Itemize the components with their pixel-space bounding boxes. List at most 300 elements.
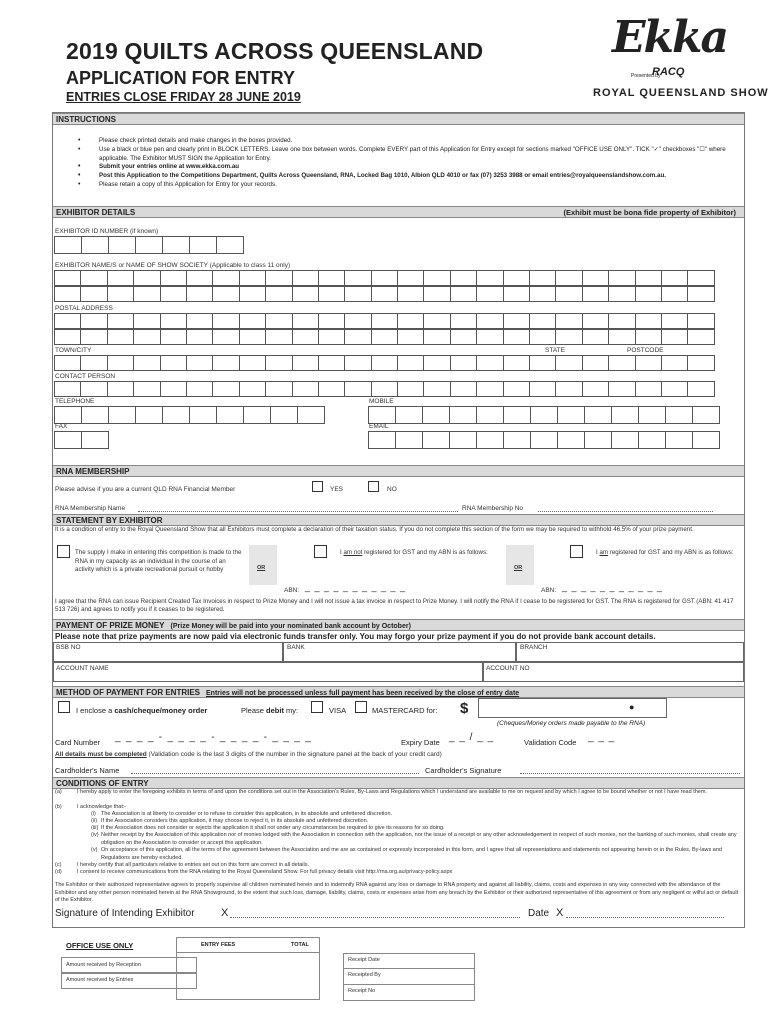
enclose-payment-label: I enclose a cash/cheque/money order xyxy=(76,706,208,715)
not-registered-checkbox[interactable] xyxy=(314,545,327,558)
digit-box[interactable] xyxy=(476,406,504,424)
letter-box[interactable] xyxy=(503,270,530,286)
letter-box[interactable] xyxy=(265,313,292,329)
mastercard-checkbox[interactable] xyxy=(355,701,367,713)
letter-box[interactable] xyxy=(318,329,345,345)
letter-box[interactable] xyxy=(292,381,319,397)
letter-box[interactable] xyxy=(555,329,582,345)
letter-box[interactable] xyxy=(397,313,424,329)
postal-address-field-2[interactable] xyxy=(54,329,739,345)
letter-box[interactable] xyxy=(212,286,239,302)
account-number-label: ACCOUNT NO xyxy=(486,665,530,672)
condition-sub-text: If the Association does not consider or rejects the application it shall not under any circumstances be required to give its reasons for so doing. xyxy=(101,825,445,831)
letter-box[interactable] xyxy=(133,270,160,286)
letter-box[interactable] xyxy=(186,329,213,345)
member-yes-checkbox[interactable] xyxy=(312,481,323,492)
letter-box[interactable] xyxy=(318,286,345,302)
letter-box[interactable] xyxy=(318,270,345,286)
letter-box[interactable] xyxy=(635,381,662,397)
not-registered-statement: I am not registered for GST and my ABN is as follows: xyxy=(340,549,488,556)
letter-box[interactable] xyxy=(160,355,187,371)
letter-box[interactable] xyxy=(265,270,292,286)
letter-box[interactable] xyxy=(449,431,477,449)
expiry-label: Expiry Date xyxy=(401,738,440,747)
letter-box[interactable] xyxy=(395,431,423,449)
card-number-field[interactable]: _ _ _ _ - _ _ _ _ - _ _ _ _ - _ _ _ _ xyxy=(115,732,313,743)
digit-box[interactable] xyxy=(162,406,190,424)
digit-box[interactable] xyxy=(557,406,585,424)
date-field[interactable] xyxy=(566,917,724,918)
letter-box[interactable] xyxy=(687,381,714,397)
letter-box[interactable] xyxy=(476,313,503,329)
letter-box[interactable] xyxy=(582,355,609,371)
cardholder-name-label: Cardholder's Name xyxy=(55,766,120,775)
letter-box[interactable] xyxy=(160,329,187,345)
cardholder-name-field[interactable] xyxy=(131,773,419,774)
letter-box[interactable] xyxy=(608,313,635,329)
letter-box[interactable] xyxy=(80,270,107,286)
letter-box[interactable] xyxy=(503,355,530,371)
letter-box[interactable] xyxy=(529,270,556,286)
letter-box[interactable] xyxy=(344,329,371,345)
letter-box[interactable] xyxy=(397,286,424,302)
entry-fees-label: ENTRY FEES xyxy=(201,942,236,948)
letter-box[interactable] xyxy=(423,381,450,397)
letter-box[interactable] xyxy=(397,381,424,397)
letter-box[interactable] xyxy=(450,270,477,286)
letter-box[interactable] xyxy=(160,286,187,302)
letter-box[interactable] xyxy=(529,313,556,329)
or-label-2: OR xyxy=(514,565,523,571)
letter-box[interactable] xyxy=(265,286,292,302)
cardholder-signature-label: Cardholder's Signature xyxy=(425,766,502,775)
email-field[interactable] xyxy=(368,431,719,449)
receipt-date-label: Receipt Date xyxy=(348,957,380,963)
digit-box[interactable] xyxy=(503,406,531,424)
letter-box[interactable] xyxy=(133,313,160,329)
statement-heading: STATEMENT BY EXHIBITOR xyxy=(53,514,744,526)
letter-box[interactable] xyxy=(107,381,134,397)
letter-box[interactable] xyxy=(133,355,160,371)
membership-name-label: RNA Membership Name xyxy=(55,505,126,512)
letter-box[interactable] xyxy=(344,313,371,329)
letter-box[interactable] xyxy=(661,355,688,371)
letter-box[interactable] xyxy=(186,313,213,329)
digit-box[interactable] xyxy=(81,406,109,424)
letter-box[interactable] xyxy=(292,329,319,345)
email-label: EMAIL xyxy=(369,423,389,430)
prize-heading: PAYMENT OF PRIZE MONEY (Prize Money will be paid into your nominated bank account by October) xyxy=(53,619,744,631)
letter-box[interactable] xyxy=(450,329,477,345)
logo-tagline: ROYAL QUEENSLAND SHOW xyxy=(593,87,769,99)
condition-sub-number: (iii) xyxy=(91,825,99,831)
letter-box[interactable] xyxy=(344,286,371,302)
cheque-note: (Cheques/Money orders made payable to the RNA) xyxy=(497,720,646,727)
payment-heading-note: Entries will not be processed unless full payment has been received by the close of entry date xyxy=(206,690,520,697)
membership-heading: RNA MEMBERSHIP xyxy=(53,465,744,477)
letter-box[interactable] xyxy=(212,329,239,345)
bsb-label: BSB NO xyxy=(56,644,81,651)
membership-number-field[interactable] xyxy=(538,511,713,512)
letter-box[interactable] xyxy=(160,313,187,329)
letter-box[interactable] xyxy=(368,431,396,449)
signature-label: Signature of Intending Exhibitor xyxy=(55,908,195,919)
letter-box[interactable] xyxy=(608,329,635,345)
letter-box[interactable] xyxy=(529,381,556,397)
letter-box[interactable] xyxy=(450,313,477,329)
letter-box[interactable] xyxy=(692,431,720,449)
contact-person-field[interactable] xyxy=(54,381,739,397)
letter-box[interactable] xyxy=(635,329,662,345)
validation-field[interactable]: _ _ _ xyxy=(588,732,616,743)
digit-box[interactable] xyxy=(108,406,136,424)
letter-box[interactable] xyxy=(638,431,666,449)
letter-box[interactable] xyxy=(555,355,582,371)
exhibitor-id-field[interactable] xyxy=(54,236,243,254)
letter-box[interactable] xyxy=(80,329,107,345)
letter-box[interactable] xyxy=(239,270,266,286)
digit-box[interactable] xyxy=(81,431,109,449)
letter-box[interactable] xyxy=(584,431,612,449)
letter-box[interactable] xyxy=(635,313,662,329)
letter-box[interactable] xyxy=(265,381,292,397)
registered-checkbox[interactable] xyxy=(570,545,583,558)
letter-box[interactable] xyxy=(503,329,530,345)
page-subtitle: APPLICATION FOR ENTRY xyxy=(66,68,295,88)
letter-box[interactable] xyxy=(661,329,688,345)
letter-box[interactable] xyxy=(54,313,81,329)
letter-box[interactable] xyxy=(80,381,107,397)
letter-box[interactable] xyxy=(608,381,635,397)
letter-box[interactable] xyxy=(529,286,556,302)
letter-box[interactable] xyxy=(107,270,134,286)
letter-box[interactable] xyxy=(687,313,714,329)
letter-box[interactable] xyxy=(476,329,503,345)
letter-box[interactable] xyxy=(344,381,371,397)
letter-box[interactable] xyxy=(371,329,398,345)
letter-box[interactable] xyxy=(133,329,160,345)
letter-box[interactable] xyxy=(107,313,134,329)
payment-amount-field[interactable] xyxy=(478,698,667,718)
abn-field-1[interactable]: _ _ _ _ _ _ _ _ _ _ _ xyxy=(305,582,407,592)
letter-box[interactable] xyxy=(503,381,530,397)
telephone-field[interactable] xyxy=(54,406,324,424)
letter-box[interactable] xyxy=(635,355,662,371)
letter-box[interactable] xyxy=(212,381,239,397)
letter-box[interactable] xyxy=(423,270,450,286)
letter-box[interactable] xyxy=(212,270,239,286)
account-name-label: ACCOUNT NAME xyxy=(56,665,109,672)
letter-box[interactable] xyxy=(80,313,107,329)
letter-box[interactable] xyxy=(80,286,107,302)
letter-box[interactable] xyxy=(450,286,477,302)
statement-footer: I agree that the RNA can issue Recipient Created Tax Invoices in respect to Prize Money and I will not issue a tax invoice in respect to Prize Money. I will notify the RNA if I cease to be registered for GST. The RNA is registered for GST (ABN: 41 417 513 726) and agrees to notify you if it ceases to be registered. xyxy=(55,598,734,613)
membership-question: Please advise if you are a current QLD RNA Financial Member xyxy=(55,486,236,493)
letter-box[interactable] xyxy=(54,381,81,397)
letter-box[interactable] xyxy=(54,355,81,371)
letter-box[interactable] xyxy=(635,286,662,302)
hobby-checkbox[interactable] xyxy=(57,545,70,558)
letter-box[interactable] xyxy=(423,355,450,371)
postal-address-field-1[interactable] xyxy=(54,313,739,329)
signature-field[interactable] xyxy=(230,917,520,918)
letter-box[interactable] xyxy=(423,313,450,329)
registered-statement: I am registered for GST and my ABN is as follows: xyxy=(596,549,734,556)
entry-deadline: ENTRIES CLOSE FRIDAY 28 JUNE 2019 xyxy=(66,90,301,104)
digit-box[interactable] xyxy=(395,406,423,424)
letter-box[interactable] xyxy=(212,313,239,329)
exhibitor-note: (Exhibit must be bona fide property of Exhibitor) xyxy=(563,208,736,217)
telephone-label: TELEPHONE xyxy=(55,398,95,405)
letter-box[interactable] xyxy=(344,355,371,371)
letter-box[interactable] xyxy=(555,270,582,286)
condition-d-text: I consent to receive communications from the RNA relating to the Royal Queensland Show. For full privacy details visit http://rna.org.au/privacy-policy.aspx xyxy=(77,869,453,875)
exhibitor-name-label: EXHIBITOR NAME/S or NAME OF SHOW SOCIETY (Applicable to class 11 only) xyxy=(55,262,291,269)
letter-box[interactable] xyxy=(582,313,609,329)
letter-box[interactable] xyxy=(529,329,556,345)
membership-name-field[interactable] xyxy=(138,511,458,512)
letter-box[interactable] xyxy=(476,270,503,286)
bsb-field[interactable] xyxy=(53,642,283,662)
letter-box[interactable] xyxy=(423,286,450,302)
letter-box[interactable] xyxy=(476,355,503,371)
exhibitor-name-field-1[interactable] xyxy=(54,270,739,286)
digit-box[interactable] xyxy=(135,406,163,424)
letter-box[interactable] xyxy=(160,381,187,397)
mobile-field[interactable] xyxy=(368,406,719,424)
letter-box[interactable] xyxy=(608,355,635,371)
condition-a-text: I hereby apply to enter the foregoing exhibits in terms of and upon the conditions set out in the Association's Rules, By-Laws and Regulations which I understand are available to me on request and by which I agree to be bound whether or not I have read them. xyxy=(77,789,707,795)
account-name-field[interactable] xyxy=(53,662,483,682)
letter-box[interactable] xyxy=(422,431,450,449)
instructions-list xyxy=(78,137,738,190)
letter-box[interactable] xyxy=(450,381,477,397)
letter-box[interactable] xyxy=(503,431,531,449)
member-no-label: NO xyxy=(387,486,397,493)
digit-box[interactable] xyxy=(368,406,396,424)
digit-box[interactable] xyxy=(638,406,666,424)
letter-box[interactable] xyxy=(423,329,450,345)
letter-box[interactable] xyxy=(265,329,292,345)
letter-box[interactable] xyxy=(107,329,134,345)
bank-field[interactable] xyxy=(283,642,516,662)
letter-box[interactable] xyxy=(54,270,81,286)
letter-box[interactable] xyxy=(687,270,714,286)
letter-box[interactable] xyxy=(318,313,345,329)
office-use-heading: OFFICE USE ONLY xyxy=(66,941,134,950)
digit-box[interactable] xyxy=(530,406,558,424)
letter-box[interactable] xyxy=(582,270,609,286)
letter-box[interactable] xyxy=(661,381,688,397)
indemnity-text: The Exhibitor or their authorized representative agrees to properly supervise all children nominated herein and to indemnify RNA against any loss or damage to RNA property and against all liability, claims, costs and expenses in any way connected with the attendance of the Exhibitor and any other person nominated herein at the RNA Showground, to the extent that such loss, damage, liability, claims, costs or expenses arise from any breach by the Exhibitor or their authorized representative of this agreement or from any negligent or wilful act or default of the Exhibitor. xyxy=(55,882,739,904)
condition-b-number: (b) xyxy=(55,804,62,810)
letter-box[interactable] xyxy=(557,431,585,449)
letter-box[interactable] xyxy=(582,381,609,397)
signature-x-mark: X xyxy=(221,907,229,919)
letter-box[interactable] xyxy=(661,286,688,302)
letter-box[interactable] xyxy=(292,313,319,329)
digit-box[interactable] xyxy=(665,406,693,424)
digit-box[interactable] xyxy=(611,406,639,424)
letter-box[interactable] xyxy=(611,431,639,449)
letter-box[interactable] xyxy=(318,355,345,371)
letter-box[interactable] xyxy=(133,381,160,397)
hobby-statement: The supply I make in entering this competition is made to the RNA in my capacity as an individual in the course of an activity which is a private recreational pursuit or hobby xyxy=(75,549,242,573)
logo-presented-by: Presented by xyxy=(631,73,661,79)
digit-box[interactable] xyxy=(297,406,325,424)
letter-box[interactable] xyxy=(371,381,398,397)
condition-d-number: (d) xyxy=(55,869,62,875)
letter-box[interactable] xyxy=(186,270,213,286)
exhibitor-name-field-2[interactable] xyxy=(54,286,739,302)
abn-label-2: ABN: xyxy=(541,587,557,594)
visa-checkbox[interactable] xyxy=(311,701,323,713)
letter-box[interactable] xyxy=(239,313,266,329)
receipt-number-label: Receipt No xyxy=(348,988,376,994)
condition-sub-number: (iv) xyxy=(91,832,99,838)
letter-box[interactable] xyxy=(292,270,319,286)
cardholder-signature-field[interactable] xyxy=(520,773,740,774)
conditions-heading: CONDITIONS OF ENTRY xyxy=(53,777,744,789)
letter-box[interactable] xyxy=(344,270,371,286)
digit-box[interactable] xyxy=(189,406,217,424)
member-no-checkbox[interactable] xyxy=(368,481,379,492)
condition-sub-text: Neither receipt by the Association of this application nor of monies lodged with the Association in connection with the application, nor the issue of a receipt or any other acknowledgement in respect of such monies, nor the banking of such monies, shall create any obligation on the Association to consider or accept this application. xyxy=(101,832,737,846)
letter-box[interactable] xyxy=(582,286,609,302)
letter-box[interactable] xyxy=(186,286,213,302)
letter-box[interactable] xyxy=(54,286,81,302)
letter-box[interactable] xyxy=(608,286,635,302)
abn-label-1: ABN: xyxy=(284,587,300,594)
mobile-label: MOBILE xyxy=(369,398,394,405)
letter-box[interactable] xyxy=(371,313,398,329)
letter-box[interactable] xyxy=(687,329,714,345)
letter-box[interactable] xyxy=(397,355,424,371)
branch-label: BRANCH xyxy=(520,644,548,651)
entries-amount-label: Amount received by Entries xyxy=(66,977,134,983)
condition-a-number: (a) xyxy=(55,789,62,795)
letter-box[interactable] xyxy=(371,270,398,286)
letter-box[interactable] xyxy=(239,329,266,345)
date-label: Date xyxy=(528,908,550,919)
letter-box[interactable] xyxy=(635,270,662,286)
letter-box[interactable] xyxy=(54,329,81,345)
letter-box[interactable] xyxy=(450,355,477,371)
letter-box[interactable] xyxy=(292,355,319,371)
letter-box[interactable] xyxy=(212,355,239,371)
letter-box[interactable] xyxy=(582,329,609,345)
digit-box[interactable] xyxy=(422,406,450,424)
digit-box[interactable] xyxy=(54,431,82,449)
letter-box[interactable] xyxy=(133,286,160,302)
letter-box[interactable] xyxy=(661,313,688,329)
statement-intro: It is a condition of entry to the Royal Queensland Show that all Exhibitors must complete a declaration of their taxation status. If you do not complete this section of the form we may be required to withhold 46.5% of your prize payment. xyxy=(55,526,694,533)
letter-box[interactable] xyxy=(239,355,266,371)
digit-box[interactable] xyxy=(584,406,612,424)
town-state-postcode-field[interactable] xyxy=(54,355,739,371)
digit-box[interactable] xyxy=(216,406,244,424)
enclose-payment-checkbox[interactable] xyxy=(58,701,70,713)
letter-box[interactable] xyxy=(397,329,424,345)
receipted-by-label: Receipted By xyxy=(348,972,381,978)
letter-box[interactable] xyxy=(687,286,714,302)
instruction-item: • Use a black or blue pen and clearly print in BLOCK LETTERS. Leave one box between words. Complete EVERY part of this Application for Entry except for sections marked "OFFICE USE ONLY". TICK "✓" checkboxes "☐" where applicable. The Exhibitor MUST SIGN the Application for Entry. xyxy=(78,146,738,164)
or-label-1: OR xyxy=(257,565,266,571)
fax-field[interactable] xyxy=(54,431,108,449)
contact-person-label: CONTACT PERSON xyxy=(55,373,116,380)
ekka-logo: Ekka xyxy=(612,12,728,63)
expiry-field[interactable]: _ _ / _ _ xyxy=(449,732,495,743)
letter-box[interactable] xyxy=(318,381,345,397)
digit-box[interactable] xyxy=(54,406,82,424)
letter-box[interactable] xyxy=(186,355,213,371)
digit-box[interactable] xyxy=(692,406,720,424)
branch-field[interactable] xyxy=(516,642,744,662)
instruction-item: • Please check printed details and make changes in the boxes provided. xyxy=(78,137,738,146)
letter-box[interactable] xyxy=(265,355,292,371)
letter-box[interactable] xyxy=(476,286,503,302)
prize-heading-note: (Prize Money will be paid into your nominated bank account by October) xyxy=(170,623,411,630)
membership-number-label: RNA Membership No xyxy=(462,505,524,512)
letter-box[interactable] xyxy=(608,270,635,286)
letter-box[interactable] xyxy=(529,355,556,371)
letter-box[interactable] xyxy=(160,270,187,286)
validation-label: Validation Code xyxy=(524,738,577,747)
letter-box[interactable] xyxy=(476,431,504,449)
letter-box[interactable] xyxy=(687,355,714,371)
letter-box[interactable] xyxy=(530,431,558,449)
letter-box[interactable] xyxy=(292,286,319,302)
letter-box[interactable] xyxy=(80,355,107,371)
mastercard-label: MASTERCARD for: xyxy=(372,706,438,715)
digit-box[interactable] xyxy=(270,406,298,424)
state-label: STATE xyxy=(545,347,565,354)
letter-box[interactable] xyxy=(371,286,398,302)
abn-field-2[interactable]: _ _ _ _ _ _ _ _ _ _ _ xyxy=(562,582,664,592)
letter-box[interactable] xyxy=(665,431,693,449)
office-fees-box xyxy=(176,952,320,1000)
letter-box[interactable] xyxy=(186,381,213,397)
letter-box[interactable] xyxy=(555,286,582,302)
letter-box[interactable] xyxy=(239,286,266,302)
letter-box[interactable] xyxy=(661,270,688,286)
condition-sub-text: If the Association considers this application, it may choose to reject it, in its absolute and unfettered discretion. xyxy=(101,818,369,824)
letter-box[interactable] xyxy=(397,270,424,286)
condition-b-text: I acknowledge that:- xyxy=(77,804,127,810)
letter-box[interactable] xyxy=(371,355,398,371)
postcode-label: POSTCODE xyxy=(627,347,664,354)
payment-heading: METHOD OF PAYMENT FOR ENTRIES Entries will not be processed unless full payment has been received by the close of entry date xyxy=(53,686,744,698)
dollar-sign: $ xyxy=(460,700,469,717)
letter-box[interactable] xyxy=(555,381,582,397)
debit-label: Please debit my: xyxy=(241,706,299,715)
fax-label: FAX xyxy=(55,423,68,430)
prize-notice: Please note that prize payments are now paid via electronic funds transfer only. You may forgo your prize payment if you do not provide bank account details. xyxy=(55,632,656,641)
letter-box[interactable] xyxy=(239,381,266,397)
total-label: TOTAL xyxy=(291,942,309,948)
letter-box[interactable] xyxy=(503,286,530,302)
letter-box[interactable] xyxy=(503,313,530,329)
digit-box[interactable] xyxy=(449,406,477,424)
letter-box[interactable] xyxy=(476,381,503,397)
condition-sub-text: On acceptance of this application, all the terms of the agreement between the Association and me are as contained or expressly incorporated in this form, and I agree that all representations and statements not appearing herein or in the Rules, By-laws and Regulations are hereby excluded. xyxy=(101,847,722,861)
condition-sub-number: (i) xyxy=(91,811,96,817)
letter-box[interactable] xyxy=(107,355,134,371)
digit-box[interactable] xyxy=(243,406,271,424)
letter-box[interactable] xyxy=(107,286,134,302)
letter-box[interactable] xyxy=(555,313,582,329)
member-yes-label: YES xyxy=(330,486,344,493)
